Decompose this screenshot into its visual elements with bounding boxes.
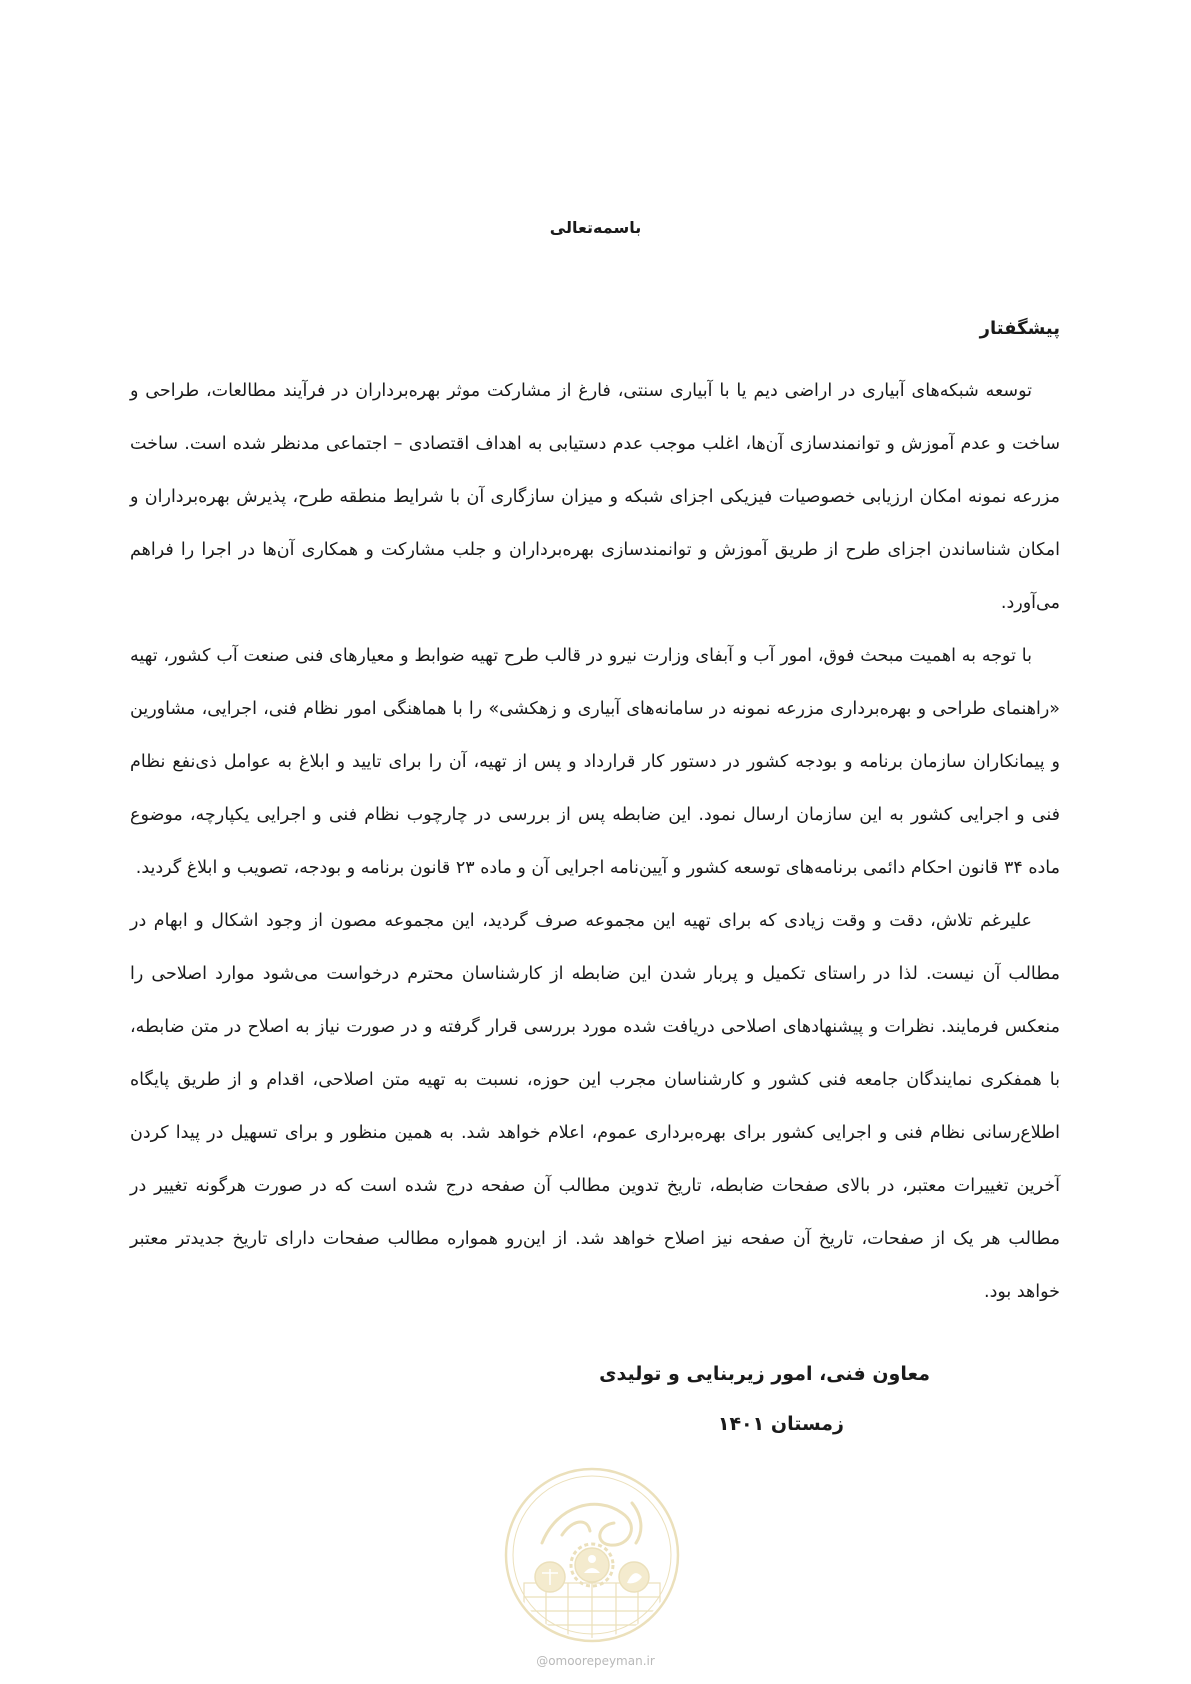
signatory-title: معاون فنی، امور زیربنایی و تولیدی xyxy=(599,1363,930,1385)
section-title: پیشگفتار xyxy=(979,318,1060,339)
watermark-seal-logo xyxy=(502,1465,682,1645)
paragraph-3: علیرغم تلاش، دقت و وقت زیادی که برای تهیه این مجموعه صرف گردید، این مجموعه مصون از وجود اشکال و ابهام در مطالب آن نیست. لذا در راستای تکمیل و پربار شدن این ضابطه از کارشناسان محترم درخواست می‌شود موارد اصلاحی را منعکس فرمایند. نظرات و پیشنهادهای اصلاحی دریافت شده مورد بررسی قرار گرفته و در صورت نیاز به اصلاح در متن ضابطه، با همفکری نمایندگان جامعه فنی کشور و کارشناسان مجرب این حوزه، نسبت به تهیه متن اصلاحی، اقدام و از طریق پایگاه اطلاع‌رسانی نظام فنی و اجرایی کشور برای بهره‌برداری عموم، اعلام خواهد شد. به همین منظور و برای تسهیل در پیدا کردن آخرین تغییرات معتبر، در بالای صفحات ضابطه، تاریخ تدوین مطالب آن صفحه درج شده است که در صورت هرگونه تغییر در مطالب هر یک از صفحات، تاریخ آن صفحه نیز اصلاح خواهد شد. از این‌رو همواره مطالب صفحات دارای تاریخ جدیدتر معتبر خواهد بود. xyxy=(130,911,1060,1302)
paragraph-2: با توجه به اهمیت مبحث فوق، امور آب و آبفای وزارت نیرو در قالب طرح تهیه ضوابط و معیارهای فنی صنعت آب کشور، تهیه «راهنمای طراحی و بهره‌برداری مزرعه نمونه در سامانه‌های آبیاری و زهکشی» را با هماهنگی امور نظام فنی، اجرایی، مشاورین و پیمانکاران سازمان برنامه و بودجه کشور در دستور کار قرارداد و پس از تهیه، آن را برای تایید و ابلاغ به عوامل ذی‌نفع نظام فنی و اجرایی کشور به این سازمان ارسال نمود. این ضابطه پس از بررسی در چارچوب نظام فنی و اجرایی یکپارچه، موضوع ماده ۳۴ قانون احکام دائمی برنامه‌های توسعه کشور و آیین‌نامه اجرایی آن و ماده ۲۳ قانون برنامه و بودجه، تصویب و ابلاغ گردید. xyxy=(130,646,1060,878)
invocation-heading: باسمه‌تعالی xyxy=(549,218,642,237)
paragraph-1: توسعه شبکه‌های آبیاری در اراضی دیم یا با آبیاری سنتی، فارغ از مشارکت موثر بهره‌برداران در فرآیند مطالعات، طراحی و ساخت و عدم آموزش و توانمندسازی آن‌ها، اغلب موجب عدم دستیابی به اهداف اقتصادی – اجتماعی مدنظر شده است. ساخت مزرعه نمونه امکان ارزیابی خصوصیات فیزیکی اجزای شبکه و میزان سازگاری آن با شرایط منطقه طرح، پذیرش بهره‌برداران و امکان شناساندن اجزای طرح از طریق آموزش و توانمندسازی بهره‌برداران و جلب مشارکت و همکاری آن‌ها در اجرا را فراهم می‌آورد. xyxy=(130,381,1060,613)
body-text xyxy=(130,365,1060,1319)
signature-date: زمستان ۱۴۰۱ xyxy=(717,1413,844,1435)
watermark-url: @omoorepeyman.ir xyxy=(536,1654,655,1668)
